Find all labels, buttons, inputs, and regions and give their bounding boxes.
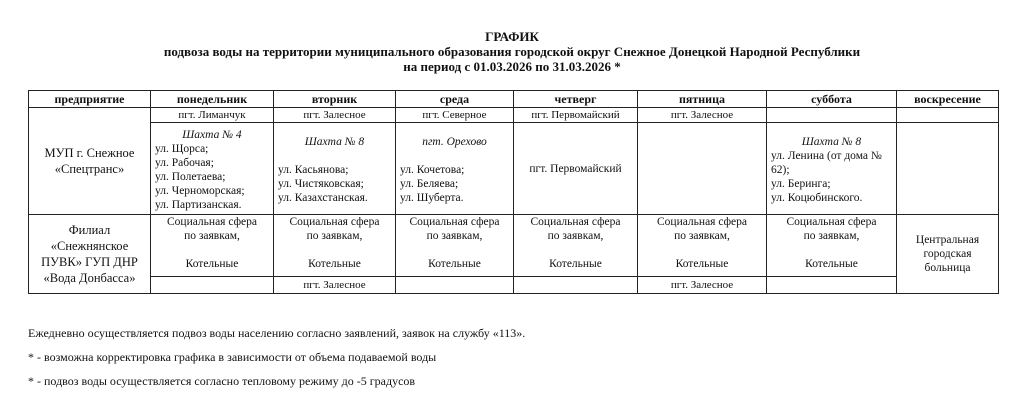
header-saturday: суббота: [767, 91, 897, 108]
mup-sunday-cell: [897, 123, 999, 215]
social-line: по заявкам,: [306, 230, 363, 242]
filial-place-wednesday: [396, 277, 514, 294]
header-thursday: четверг: [514, 91, 638, 108]
doc-title: ГРАФИК: [485, 29, 539, 44]
note-temperature: * - подвоз воды осуществляется согласно тепловому режиму до -5 градусов: [28, 374, 416, 388]
doc-period: на период с 01.03.2026 по 31.03.2026 *: [403, 59, 621, 74]
mup-tuesday-street: ул. Касьянова;: [278, 164, 349, 176]
mup-saturday-street: ул. Беринга;: [771, 178, 831, 190]
header-wednesday: среда: [396, 91, 514, 108]
header-sunday: воскресение: [897, 91, 999, 108]
mup-places-row: [29, 108, 999, 123]
filial-saturday-cell: [767, 215, 897, 277]
mup-wednesday-street: ул. Кочетова;: [400, 164, 465, 176]
social-line: по заявкам,: [426, 230, 483, 242]
note-daily: Ежедневно осуществляется подвоз воды населению согласно заявлений, заявок на службу «113».: [28, 326, 526, 340]
mup-saturday-street: ул. Коцюбинского.: [771, 192, 863, 204]
social-line: по заявкам,: [803, 230, 860, 242]
note-correction: * - возможна корректировка графика в зависимости от объема подаваемой воды: [28, 350, 437, 364]
boilers-label: Котельные: [549, 258, 602, 270]
filial-place-friday: пгт. Залесное: [638, 277, 767, 294]
mup-wednesday-street: ул. Шуберта.: [400, 192, 464, 204]
boilers-label: Котельные: [675, 258, 729, 270]
social-line: по заявкам,: [184, 230, 240, 242]
filial-social-row: [29, 215, 999, 277]
mup-saturday-title: Шахта № 8: [801, 136, 862, 148]
mup-monday-street: ул. Рабочая;: [155, 157, 214, 169]
mup-tuesday-cell: [274, 123, 396, 215]
mup-saturday-cell: [767, 123, 897, 215]
mup-place-wednesday: пгт. Северное: [396, 108, 514, 123]
social-line: Социальная сфера: [530, 216, 621, 228]
mup-place-saturday: [767, 108, 897, 123]
mup-tuesday-title: Шахта № 8: [304, 136, 365, 148]
doc-subtitle: подвоза воды на территории муниципального образования городской округ Снежное Донецкой Народной Республики: [163, 44, 861, 59]
social-line: Социальная сфера: [657, 216, 747, 228]
social-line: Социальная сфера: [786, 216, 877, 228]
filial-monday-cell: [151, 215, 274, 277]
filial-tuesday-cell: [274, 215, 396, 277]
header-enterprise: предприятие: [29, 91, 151, 108]
filial-place-monday: [151, 277, 274, 294]
mup-tuesday-street: ул. Казахстанская.: [278, 192, 368, 204]
boilers-label: Котельные: [805, 258, 858, 270]
enterprise-mup: МУП г. Снежное «Спецтранс»: [29, 108, 151, 215]
mup-monday-street: ул. Щорса;: [155, 143, 209, 155]
filial-place-saturday: [767, 277, 897, 294]
mup-place-monday: пгт. Лиманчук: [151, 108, 274, 123]
header-monday: понедельник: [151, 91, 274, 108]
filial-wednesday-cell: [396, 215, 514, 277]
social-line: по заявкам,: [547, 230, 604, 242]
social-line: Социальная сфера: [409, 216, 500, 228]
header-tuesday: вторник: [274, 91, 396, 108]
mup-place-tuesday: пгт. Залесное: [274, 108, 396, 123]
mup-wednesday-cell: [396, 123, 514, 215]
filial-friday-cell: [638, 215, 767, 277]
mup-place-friday: пгт. Залесное: [638, 108, 767, 123]
social-line: Социальная сфера: [289, 216, 380, 228]
mup-streets-row: [29, 123, 999, 215]
mup-wednesday-title: пгт. Орехово: [422, 136, 487, 148]
mup-monday-street: ул. Черноморская;: [155, 185, 245, 197]
boilers-label: Котельные: [185, 258, 239, 270]
mup-wednesday-street: ул. Беляева;: [400, 178, 459, 190]
mup-tuesday-street: ул. Чистяковская;: [278, 178, 364, 190]
mup-place-thursday: пгт. Первомайский: [514, 108, 638, 123]
enterprise-filial: Филиал «Снежнянское ПУВК» ГУП ДНР «Вода Донбасса»: [29, 215, 151, 294]
filial-place-thursday: [514, 277, 638, 294]
mup-monday-cell: [151, 123, 274, 215]
filial-sunday-cell: Центральная городская больница: [897, 215, 999, 294]
header-friday: пятница: [638, 91, 767, 108]
mup-monday-street: ул. Партизанская.: [155, 199, 242, 211]
filial-place-tuesday: пгт. Залесное: [274, 277, 396, 294]
schedule-table: [28, 90, 999, 294]
mup-saturday-street: ул. Ленина (от дома № 62);: [771, 150, 882, 176]
mup-friday-cell: [638, 123, 767, 215]
social-line: по заявкам,: [674, 230, 730, 242]
filial-places-row: [29, 277, 999, 294]
social-line: Социальная сфера: [167, 216, 257, 228]
boilers-label: Котельные: [428, 258, 481, 270]
mup-place-sunday: [897, 108, 999, 123]
boilers-label: Котельные: [308, 258, 361, 270]
mup-monday-street: ул. Полетаева;: [155, 171, 226, 183]
header-row: [29, 91, 999, 108]
mup-monday-title: Шахта № 4: [182, 129, 242, 141]
filial-thursday-cell: [514, 215, 638, 277]
mup-thursday-cell: пгт. Первомайский: [514, 123, 638, 215]
